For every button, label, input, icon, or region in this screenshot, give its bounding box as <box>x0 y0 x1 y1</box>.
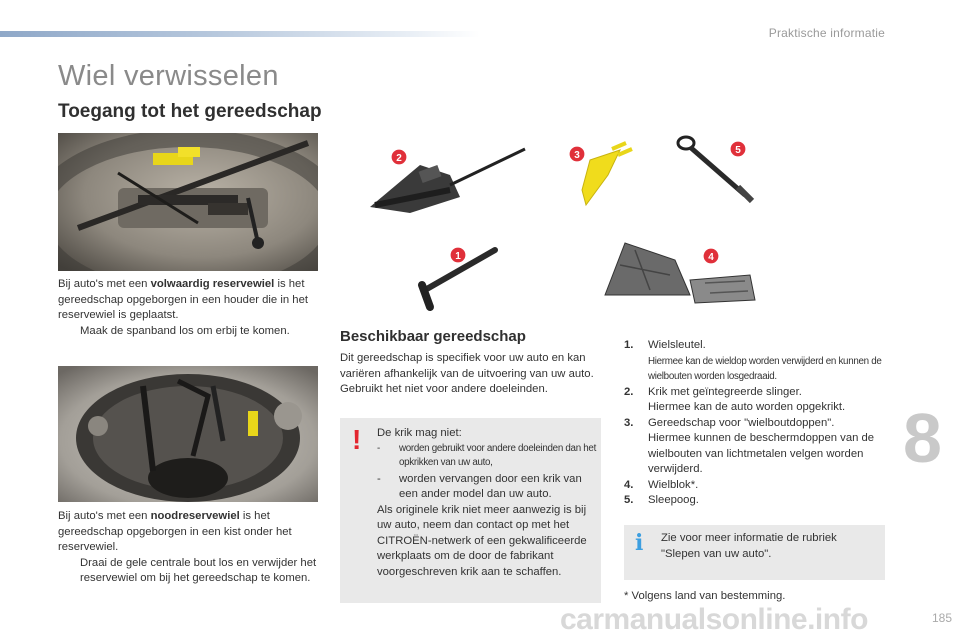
wheel-chock-illustration <box>605 243 755 303</box>
svg-text:4: 4 <box>708 252 714 263</box>
temp-spare-bullet: Draai de gele centrale bout los en verwijder het reservewiel om bij het gereedschap te komen. <box>80 556 317 584</box>
warning-body: Als originele krik niet meer aanwezig is bij uw auto, neem dan contact op met het CITROËN-netwerk of een gekwalificeerde werkplaats om de door de fabrikant voorgeschreven krik aan te schaffen. <box>377 503 587 578</box>
svg-text:2: 2 <box>396 153 402 164</box>
section-name: Praktische informatie <box>768 26 885 40</box>
warning-item-1: - worden gebruikt voor andere doeleinden dan het opkrikken van uw auto, <box>377 442 596 468</box>
info-text: Zie voor meer informatie de rubriek "Slepen van uw auto". <box>661 532 837 560</box>
warning-lead: De krik mag niet: <box>377 427 462 439</box>
tools-illustration <box>350 135 760 320</box>
chapter-number: 8 <box>903 399 942 477</box>
tool-badge-5 <box>730 141 746 157</box>
info-icon: i <box>635 530 644 556</box>
temp-spare-text <box>58 509 324 587</box>
temp-spare-paragraph: Bij auto's met een noodreservewiel is het gereedschap opgeborgen in een kist onder het reservewiel. <box>58 510 292 553</box>
hubcap-tool-illustration <box>582 143 632 205</box>
page-number: 185 <box>931 611 952 625</box>
warning-item-2: - worden vervangen door een krik van een ander model dan uw auto. <box>377 472 582 500</box>
warning-box <box>340 418 601 603</box>
list-item: 2. Krik met geïntegreerde slinger. Hiermee kan de auto worden opgekrikt. <box>624 385 846 413</box>
photo-full-spare-wheel-tools <box>58 133 318 271</box>
page-subtitle: Toegang tot het gereedschap <box>58 101 322 122</box>
full-spare-text <box>58 277 324 339</box>
tool-badge-4 <box>703 248 719 264</box>
info-box <box>624 525 885 580</box>
list-item: 1. Wielsleutel. Hiermee kan de wieldop worden verwijderd en kunnen de wielbouten worden losgedraaid. <box>624 339 882 382</box>
header-accent-bar <box>0 31 480 37</box>
list-item: 5. Sleepoog. <box>624 494 699 506</box>
tool-badge-1 <box>450 247 466 263</box>
warning-icon: ! <box>352 424 362 455</box>
list-item: 4. Wielblok*. <box>624 478 699 491</box>
tool-badge-2 <box>391 149 407 165</box>
tools-heading: Beschikbaar gereedschap <box>340 328 526 345</box>
footnote: * Volgens land van bestemming. <box>624 590 786 602</box>
tools-intro: Dit gereedschap is specifiek voor uw auto en kan variëren afhankelijk van de uitvoering van uw auto. Gebruikt het niet voor andere doeleinden. <box>340 352 594 395</box>
full-spare-bullet: Maak de spanband los om erbij te komen. <box>80 324 290 337</box>
tool-badge-3 <box>569 146 585 162</box>
svg-text:1: 1 <box>455 251 461 262</box>
svg-text:3: 3 <box>574 150 580 161</box>
page-title: Wiel verwisselen <box>58 60 279 92</box>
photo-temp-spare-tool-box <box>58 366 318 502</box>
tool-list <box>624 338 886 509</box>
svg-text:5: 5 <box>735 145 741 156</box>
full-spare-paragraph: Bij auto's met een volwaardig reservewiel is het gereedschap opgeborgen in een houder die in het reservewiel is geplaatst. <box>58 278 308 321</box>
watermark: carmanualsonline.info <box>560 603 868 636</box>
list-item: 3. Gereedschap voor "wielboutdoppen". Hiermee kunnen de beschermdoppen van de wielbouten van lichtmetalen velgen worden verwijderd. <box>624 416 875 475</box>
